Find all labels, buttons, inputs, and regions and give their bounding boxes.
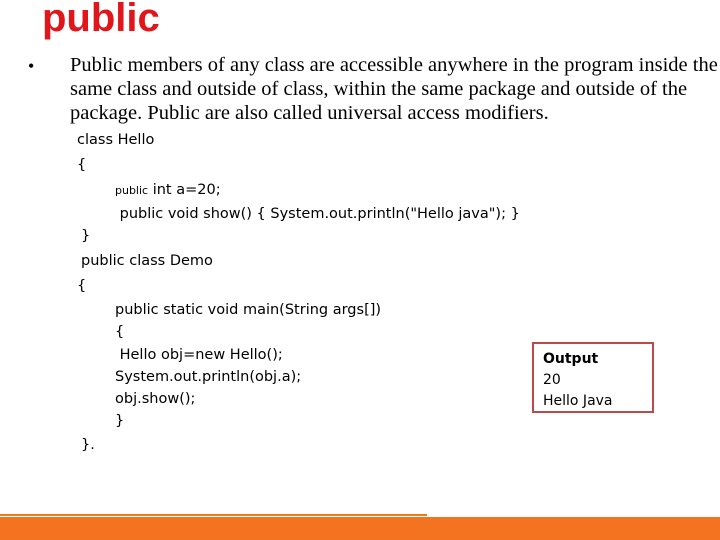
code-line: { bbox=[77, 278, 87, 294]
code-line: { bbox=[77, 157, 87, 173]
output-line: Hello Java bbox=[543, 393, 613, 409]
code-line: } bbox=[81, 228, 91, 244]
code-line: class Hello bbox=[77, 132, 155, 148]
bullet-icon: • bbox=[28, 56, 35, 76]
code-keyword: public bbox=[115, 184, 149, 197]
code-line: Hello obj=new Hello(); bbox=[115, 347, 283, 363]
code-line: public class Demo bbox=[81, 253, 213, 269]
code-line: public void show() { System.out.println("Hello java"); } bbox=[115, 206, 520, 222]
code-line: } bbox=[115, 413, 125, 429]
code-line: }. bbox=[81, 437, 95, 453]
code-text: int a=20; bbox=[148, 182, 221, 198]
code-line: System.out.println(obj.a); bbox=[115, 369, 302, 385]
output-box bbox=[532, 342, 654, 413]
output-line: 20 bbox=[543, 372, 561, 388]
code-line bbox=[115, 180, 221, 201]
output-heading: Output bbox=[543, 351, 599, 367]
code-line: public static void main(String args[]) bbox=[115, 302, 382, 318]
footer-rule bbox=[0, 514, 427, 516]
code-line: obj.show(); bbox=[115, 391, 196, 407]
footer-bar bbox=[0, 517, 720, 540]
bullet-text: Public members of any class are accessible anywhere in the program inside the same class and outside of class, within the same package and outside of the package. Public are also called universal access modifiers. bbox=[70, 54, 718, 124]
code-line: { bbox=[115, 324, 125, 340]
slide-title: public bbox=[42, 0, 160, 40]
